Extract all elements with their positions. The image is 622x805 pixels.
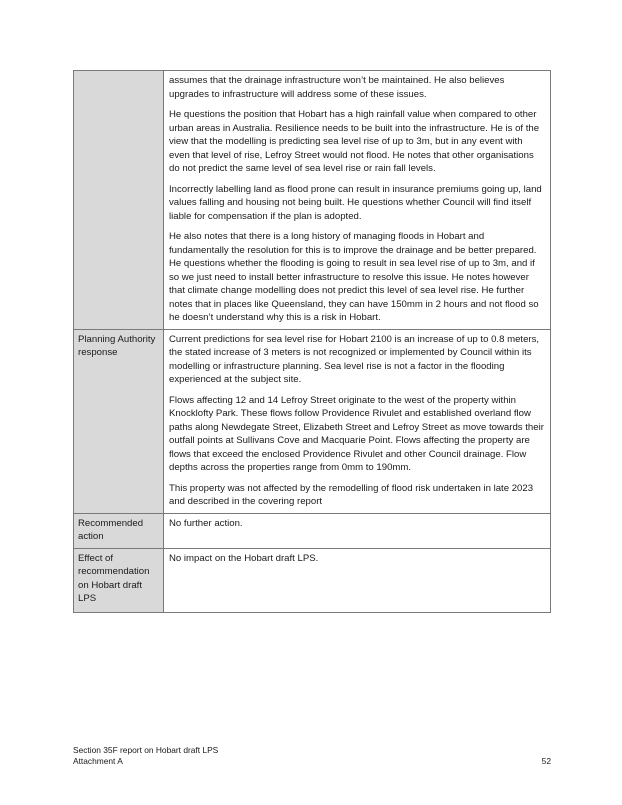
paragraph: Current predictions for sea level rise for Hobart 2100 is an increase of up to 0.8 meters, the stated increase of 3 meters is not recognized or implemented by Council within its modelling or infrastructure planning. Sea level rise is not a factor in the flooding experienced at the subject site. bbox=[169, 333, 540, 385]
table-row-submission-continued bbox=[74, 71, 551, 330]
row-content bbox=[164, 329, 551, 513]
row-content bbox=[164, 548, 551, 612]
table-row-planning-authority-response bbox=[74, 329, 551, 513]
paragraph: Flows affecting 12 and 14 Lefroy Street originate to the west of the property within Knocklofty Park. These flows follow Providence Rivulet and established overland flow paths along Newdegate Street, Elizabeth Street and Lefroy Street as move towards their outfall points at Sullivans Cove and Macquarie Point. Flows affecting the property are flows that exceed the enclosed Providence Rivulet and other Council drainage. Flow depths across the properties range from 0mm to 190mm. bbox=[169, 394, 544, 473]
row-label: Planning Authority response bbox=[74, 329, 164, 513]
row-label: Effect of recommendation on Hobart draft LPS bbox=[74, 548, 164, 612]
row-content bbox=[164, 71, 551, 330]
footer-report-title: Section 35F report on Hobart draft LPS bbox=[73, 745, 219, 755]
table-row-effect-of-recommendation bbox=[74, 548, 551, 612]
paragraph: assumes that the drainage infrastructure won’t be maintained. He also believes upgrades to infrastructure will address some of these issues. bbox=[169, 75, 505, 100]
paragraph: Incorrectly labelling land as flood prone can result in insurance premiums going up, land values falling and housing not being built. He questions whether Council will find itself liable for compensation if the plan is adopted. bbox=[169, 183, 542, 222]
page-number: 52 bbox=[541, 756, 551, 766]
row-label bbox=[74, 71, 164, 330]
paragraph: He questions the position that Hobart has a high rainfall value when compared to other urban areas in Australia. Resilience needs to be built into the infrastructure. He is of the view that the modelling is predicting sea level rise of up to 3m, but in any event with even that level of rise, Lefroy Street would not flood. He notes that other organisations do not predict the same level of sea level rise or rain fall levels. bbox=[169, 109, 540, 174]
footer-attachment: Attachment A bbox=[73, 756, 123, 766]
table-row-recommended-action bbox=[74, 513, 551, 548]
paragraph: No impact on the Hobart draft LPS. bbox=[169, 552, 319, 564]
row-content bbox=[164, 513, 551, 548]
page-footer bbox=[73, 745, 551, 767]
paragraph: This property was not affected by the remodelling of flood risk undertaken in late 2023 and described in the covering report bbox=[169, 482, 534, 507]
paragraph: He also notes that there is a long history of managing floods in Hobart and fundamentally the resolution for this is to improve the drainage and be better prepared. He questions whether the flooding is going to result in sea level rise of up to 3m, and if so we just need to install better infrastructure to resolve this issue. He notes however that climate change modelling does not predict this level of sea level rise. He further notes that in places like Queensland, they can have 150mm in 2 hours and not flood so he doesn’t understand why this is a risk in Hobart. bbox=[169, 231, 539, 323]
submission-table bbox=[73, 70, 551, 613]
row-label: Recommended action bbox=[74, 513, 164, 548]
paragraph: No further action. bbox=[169, 517, 243, 529]
